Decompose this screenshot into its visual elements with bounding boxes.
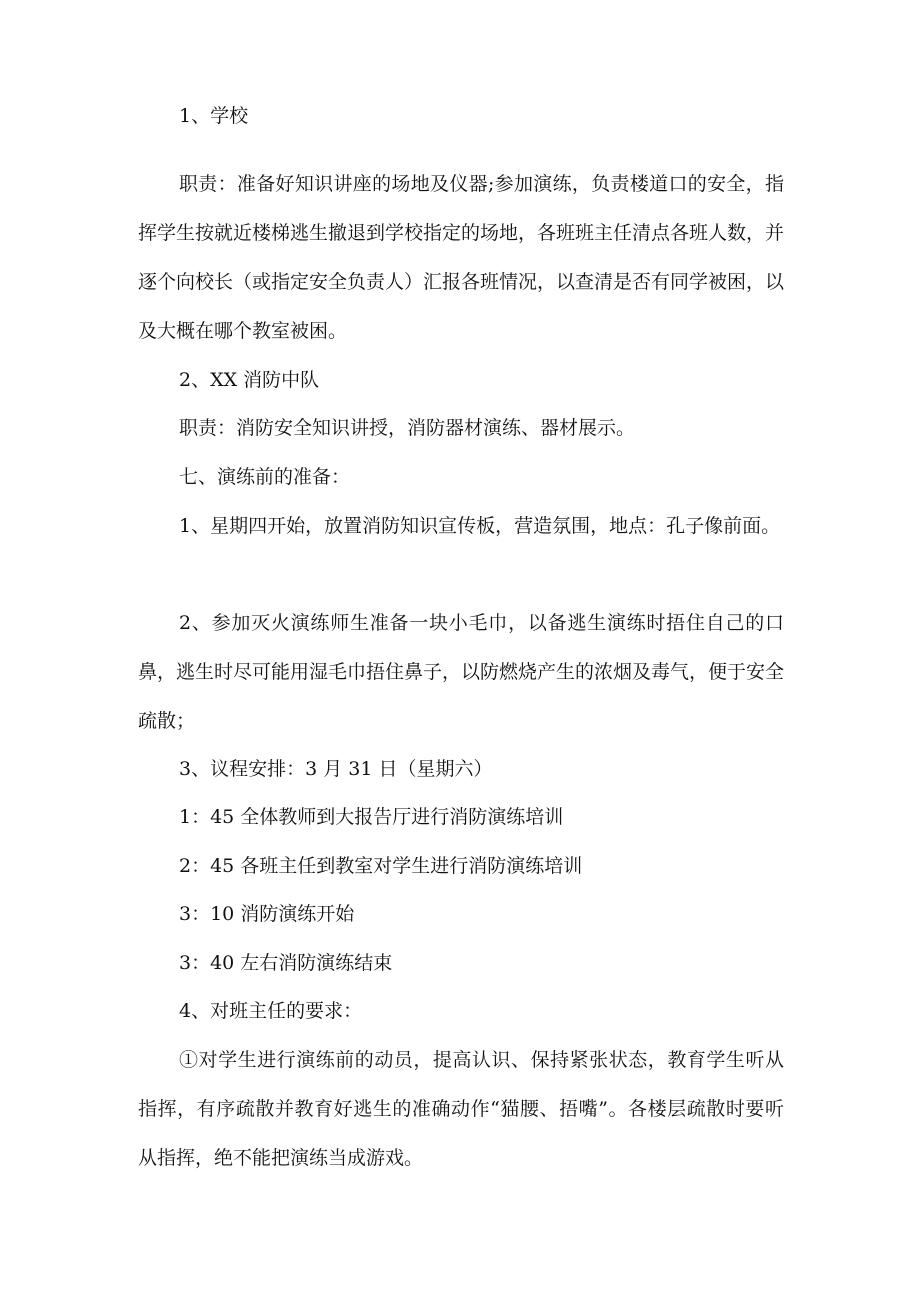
agenda-item-3: 3：10 消防演练开始 xyxy=(179,903,355,925)
preparation-item-3-agenda: 3、议程安排：3 月 31 日（星期六） xyxy=(179,758,493,780)
preparation-item-1: 1、星期四开始，放置消防知识宣传板，营造氛围，地点：孔子像前面。 xyxy=(179,515,781,537)
teacher-requirement-1: ①对学生进行演练前的动员，提高认识、保持紧张状态，教育学生听从指挥，有序疏散并教育好逃生的准确动作“猫腰、捂嘴”。各楼层疏散时要听从指挥，绝不能把演练当成游戏。 xyxy=(138,1049,784,1169)
section-heading-preparation: 七、演练前的准备： xyxy=(179,466,351,488)
preparation-item-2: 2、参加灭火演练师生准备一块小毛巾，以备逃生演练时捂住自己的口鼻，逃生时尽可能用湿毛巾捂住鼻子，以防燃烧产生的浓烟及毒气，便于安全疏散； xyxy=(138,612,785,732)
agenda-item-2: 2：45 各班主任到教室对学生进行消防演练培训 xyxy=(179,855,583,877)
heading-school: 1、学校 xyxy=(179,105,249,127)
heading-fire-brigade: 2、XX 消防中队 xyxy=(179,369,320,391)
fire-brigade-duties-paragraph: 职责：消防安全知识讲授，消防器材演练、器材展示。 xyxy=(179,417,636,439)
agenda-item-1: 1：45 全体教师到大报告厅进行消防演练培训 xyxy=(179,806,564,828)
school-duties-paragraph: 职责：准备好知识讲座的场地及仪器;参加演练，负责楼道口的安全，指挥学生按就近楼梯逃生撤退到学校指定的场地，各班班主任清点各班人数，并逐个向校长（或指定安全负责人）汇报各班情况，以查清是否有同学被困，以及大概在哪个教室被困。 xyxy=(138,173,785,342)
agenda-item-4: 3：40 左右消防演练结束 xyxy=(179,952,393,974)
preparation-item-4: 4、对班主任的要求： xyxy=(179,1000,363,1022)
